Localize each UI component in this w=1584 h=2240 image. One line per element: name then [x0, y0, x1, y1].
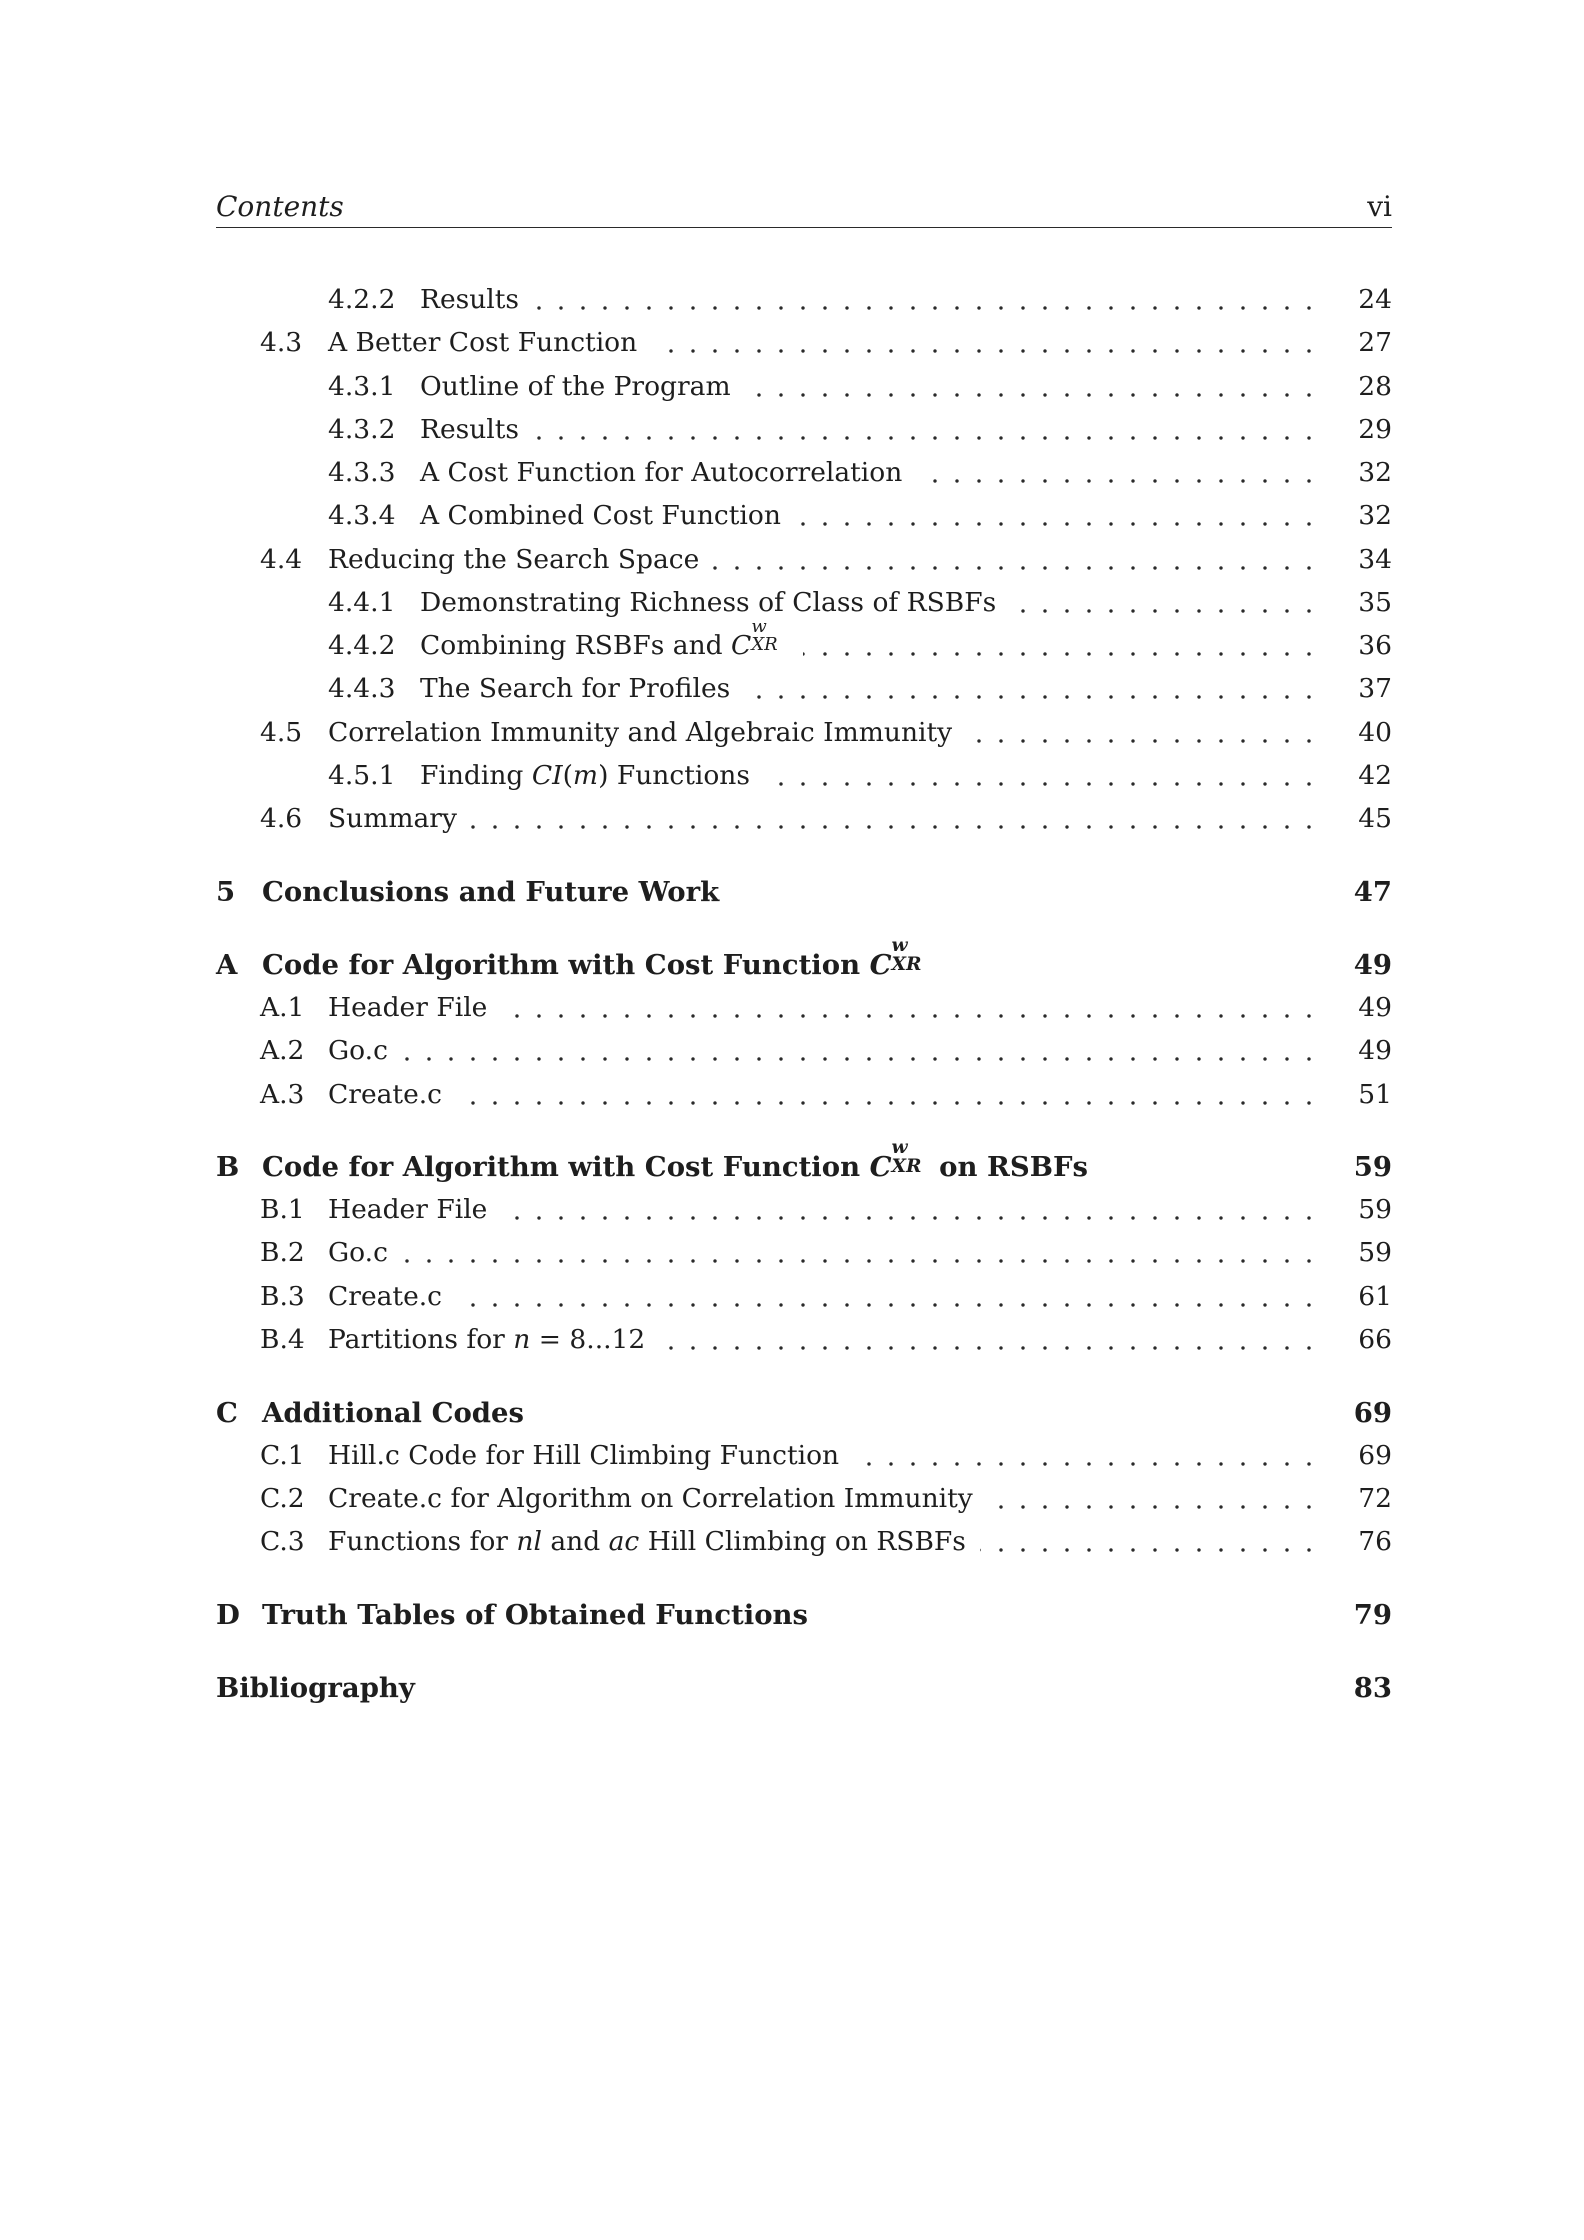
- toc-entry-title: Combining RSBFs and C w XR: [420, 615, 778, 661]
- toc-entry-page: 49: [1353, 949, 1392, 981]
- toc-dot-leader: [533, 436, 1320, 440]
- toc-section-row[interactable]: [216, 1320, 1392, 1360]
- toc-entry-number: C.3: [260, 1526, 305, 1557]
- toc-dot-leader: [980, 1548, 1320, 1552]
- toc-entry-number: A.2: [260, 1035, 305, 1066]
- toc-entry-page: 49: [1358, 992, 1392, 1023]
- toc-dot-leader: [916, 479, 1320, 483]
- toc-subsection-row[interactable]: [216, 410, 1392, 450]
- toc-dot-leader: [764, 782, 1320, 786]
- toc-entry-title: Hill.c Code for Hill Climbing Function: [328, 1440, 840, 1471]
- toc-entry-title: Results: [420, 284, 520, 315]
- toc-entry-number: 4.4.1: [328, 587, 396, 618]
- toc-entry-number: 4.4.2: [328, 630, 396, 661]
- toc-dot-leader: [1010, 609, 1320, 613]
- toc-entry-number: 4.4: [260, 544, 303, 575]
- toc-entry-page: 24: [1358, 284, 1392, 315]
- toc-dot-leader: [651, 349, 1320, 353]
- toc-entry-number: D: [216, 1599, 240, 1631]
- toc-entry-page: 72: [1358, 1483, 1392, 1514]
- toc-dot-leader: [501, 1216, 1320, 1220]
- header-section-title: Contents: [216, 190, 344, 223]
- toc-entry-number: 4.5.1: [328, 760, 396, 791]
- toc-dot-leader: [533, 306, 1320, 310]
- toc-entry-title: Reducing the Search Space: [328, 544, 700, 575]
- toc-entry-title: Results: [420, 414, 520, 445]
- toc-entry-page: 76: [1358, 1526, 1392, 1557]
- toc-subsection-row[interactable]: [216, 669, 1392, 709]
- toc-dot-leader: [456, 1101, 1320, 1105]
- toc-entry-number: B.2: [260, 1237, 305, 1268]
- toc-section-row[interactable]: [216, 1277, 1392, 1317]
- toc-entry-title: Header File: [328, 1194, 488, 1225]
- toc-entry-number: 4.3.4: [328, 500, 396, 531]
- toc-section-row[interactable]: [216, 713, 1392, 753]
- toc-entry-title: Functions for nl and ac Hill Climbing on RSBFs: [328, 1526, 966, 1557]
- toc-entry-page: 28: [1358, 371, 1392, 402]
- toc-section-row[interactable]: [216, 799, 1392, 839]
- toc-entry-title: Additional Codes: [262, 1397, 525, 1429]
- toc-entry-title: The Search for Profiles: [420, 673, 731, 704]
- toc-section-row[interactable]: [216, 988, 1392, 1028]
- toc-dot-leader: [471, 825, 1320, 829]
- toc-entry-title: Truth Tables of Obtained Functions: [262, 1599, 809, 1631]
- toc-dot-leader: [501, 1014, 1320, 1018]
- toc-dot-leader: [456, 1303, 1320, 1307]
- toc-chapter-row[interactable]: [216, 1393, 1392, 1433]
- toc-entry-number: A.3: [260, 1079, 305, 1110]
- toc-entry-page: 45: [1358, 803, 1392, 834]
- toc-entry-page: 27: [1358, 327, 1392, 358]
- toc-entry-page: 69: [1358, 1440, 1392, 1471]
- toc-dot-leader: [402, 1057, 1320, 1061]
- toc-entry-title: A Cost Function for Autocorrelation: [420, 457, 903, 488]
- toc-chapter-row[interactable]: [216, 1136, 1392, 1187]
- toc-entry-page: 51: [1358, 1079, 1392, 1110]
- toc-entry-title: Correlation Immunity and Algebraic Immunity: [328, 717, 953, 748]
- toc-subsection-row[interactable]: [216, 615, 1392, 666]
- toc-entry-title: Code for Algorithm with Cost Function C w XR on RSBFs: [262, 1136, 1088, 1183]
- toc-entry-number: 5: [216, 876, 236, 908]
- toc-entry-number: B.1: [260, 1194, 305, 1225]
- toc-chapter-row[interactable]: [216, 934, 1392, 985]
- toc-section-row[interactable]: [216, 1479, 1392, 1519]
- toc-dot-leader: [745, 393, 1320, 397]
- toc-entry-number: 4.3.3: [328, 457, 396, 488]
- toc-entry-title: Partitions for n = 8...12: [328, 1324, 646, 1355]
- toc-entry-page: 40: [1358, 717, 1392, 748]
- toc-entry-number: A.1: [260, 992, 305, 1023]
- toc-dot-leader: [803, 652, 1320, 656]
- toc-entry-page: 29: [1358, 414, 1392, 445]
- toc-dot-leader: [402, 1259, 1320, 1263]
- toc-entry-title: Go.c: [328, 1237, 388, 1268]
- toc-entry-page: 66: [1358, 1324, 1392, 1355]
- toc-entry-number: 4.3: [260, 327, 303, 358]
- toc-entry-number: 4.3.1: [328, 371, 396, 402]
- toc-entry-page: 47: [1353, 876, 1392, 908]
- toc-entry-title: A Combined Cost Function: [420, 500, 781, 531]
- toc-chapter-row[interactable]: [216, 1595, 1392, 1635]
- toc-entry-page: 61: [1358, 1281, 1392, 1312]
- toc-section-row[interactable]: [216, 1031, 1392, 1071]
- toc-entry-number: B.3: [260, 1281, 305, 1312]
- toc-entry-page: 79: [1353, 1599, 1392, 1631]
- toc-entry-title: Outline of the Program: [420, 371, 731, 402]
- toc-entry-page: 59: [1358, 1237, 1392, 1268]
- toc-entry-title: Code for Algorithm with Cost Function C w XR: [262, 934, 922, 981]
- toc-entry-number: C.2: [260, 1483, 305, 1514]
- toc-subsection-row[interactable]: [216, 280, 1392, 320]
- toc-entry-page: 32: [1358, 500, 1392, 531]
- toc-entry-page: 42: [1358, 760, 1392, 791]
- toc-entry-title: Conclusions and Future Work: [262, 876, 720, 908]
- toc-entry-number: B.4: [260, 1324, 305, 1355]
- toc-entry-number: A: [216, 949, 238, 981]
- toc-entry-title: Summary: [328, 803, 457, 834]
- toc-dot-leader: [713, 566, 1320, 570]
- toc-dot-leader: [987, 1505, 1320, 1509]
- toc-subsection-row[interactable]: [216, 756, 1392, 796]
- toc-entry-number: 4.6: [260, 803, 303, 834]
- toc-entry-title: Create.c for Algorithm on Correlation Immunity: [328, 1483, 973, 1514]
- toc-entry-number: 4.5: [260, 717, 303, 748]
- toc-section-row[interactable]: [216, 540, 1392, 580]
- toc-entry-number: 4.3.2: [328, 414, 396, 445]
- toc-entry-title: Demonstrating Richness of Class of RSBFs: [420, 587, 997, 618]
- toc-entry-page: 34: [1358, 544, 1392, 575]
- toc-entry-title: Create.c: [328, 1281, 443, 1312]
- toc-subsection-row[interactable]: [216, 496, 1392, 536]
- toc-subsection-row[interactable]: [216, 367, 1392, 407]
- toc-entry-title: Bibliography: [216, 1672, 415, 1704]
- toc-entry-number: C.1: [260, 1440, 305, 1471]
- toc-entry-page: 59: [1358, 1194, 1392, 1225]
- toc-entry-page: 32: [1358, 457, 1392, 488]
- toc-entry-page: 69: [1353, 1397, 1392, 1429]
- toc-entry-number: 4.2.2: [328, 284, 396, 315]
- toc-dot-leader: [659, 1346, 1320, 1350]
- toc-section-row[interactable]: [216, 323, 1392, 363]
- toc-entry-number: C: [216, 1397, 238, 1429]
- toc-entry-title: Go.c: [328, 1035, 388, 1066]
- toc-entry-title: A Better Cost Function: [328, 327, 638, 358]
- toc-entry-page: 59: [1353, 1151, 1392, 1183]
- toc-subsection-row[interactable]: [216, 583, 1392, 623]
- toc-entry-page: 35: [1358, 587, 1392, 618]
- toc-entry-number: 4.4.3: [328, 673, 396, 704]
- toc-dot-leader: [966, 739, 1320, 743]
- toc-bibliography-row[interactable]: [216, 1668, 1392, 1708]
- toc-chapter-row[interactable]: [216, 872, 1392, 912]
- toc-section-row[interactable]: [216, 1436, 1392, 1476]
- toc-section-row[interactable]: [216, 1190, 1392, 1230]
- toc-section-row[interactable]: [216, 1075, 1392, 1115]
- toc-dot-leader: [744, 695, 1320, 699]
- toc-entry-title: Finding CI(m) Functions: [420, 760, 750, 791]
- toc-entry-page: 36: [1358, 630, 1392, 661]
- toc-entry-number: B: [216, 1151, 240, 1183]
- toc-entry-page: 83: [1353, 1672, 1392, 1704]
- toc-entry-title: Header File: [328, 992, 488, 1023]
- toc-entry-title: Create.c: [328, 1079, 443, 1110]
- toc-dot-leader: [853, 1462, 1320, 1466]
- toc-entry-page: 49: [1358, 1035, 1392, 1066]
- header-page-number: vi: [1367, 190, 1392, 223]
- toc-dot-leader: [795, 522, 1320, 526]
- toc-entry-page: 37: [1358, 673, 1392, 704]
- toc-section-row[interactable]: [216, 1522, 1392, 1562]
- toc-subsection-row[interactable]: [216, 453, 1392, 493]
- toc-section-row[interactable]: [216, 1233, 1392, 1273]
